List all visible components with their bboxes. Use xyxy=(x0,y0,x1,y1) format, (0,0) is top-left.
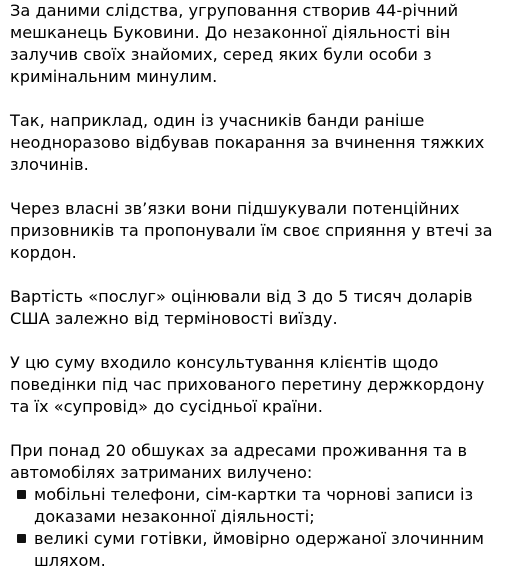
paragraph-searches: При понад 20 обшуках за адресами проживання та в автомобілях затриманих вилучено: xyxy=(10,441,468,482)
list-item xyxy=(10,484,508,528)
list-item-text: мобільні телефони, сім-картки та чорнові записи із доказами незаконної діяльності; xyxy=(34,485,474,526)
paragraph-investigation: За даними слідства, угруповання створив 44-річний мешканець Буковини. До незаконної діяльності він залучив своїх знайомих, серед яких були особи з кримінальним минулим. xyxy=(10,1,459,86)
list-item xyxy=(10,528,508,572)
paragraph-price: Вартість «послуг» оцінювали від 3 до 5 тисяч доларів США залежно від терміновості виїзду. xyxy=(10,287,473,328)
message-text xyxy=(10,0,508,572)
paragraph-gang-member: Так, наприклад, один із учасників банди раніше неодноразово відбував покарання за вчинення тяжких злочинів. xyxy=(10,111,485,174)
black-square-icon xyxy=(17,490,26,499)
paragraph-connections: Через власні зв’язки вони підшукували потенційних призовників та пропонували їм своє сприяння у втечі за кордон. xyxy=(10,199,493,262)
paragraph-services: У цю суму входило консультування клієнтів щодо поведінки під час прихованого перетину держкордону та їх «супровід» до сусідньої країни. xyxy=(10,353,485,416)
list-item-text: великі суми готівки, ймовірно одержаної злочинним шляхом. xyxy=(34,529,484,570)
